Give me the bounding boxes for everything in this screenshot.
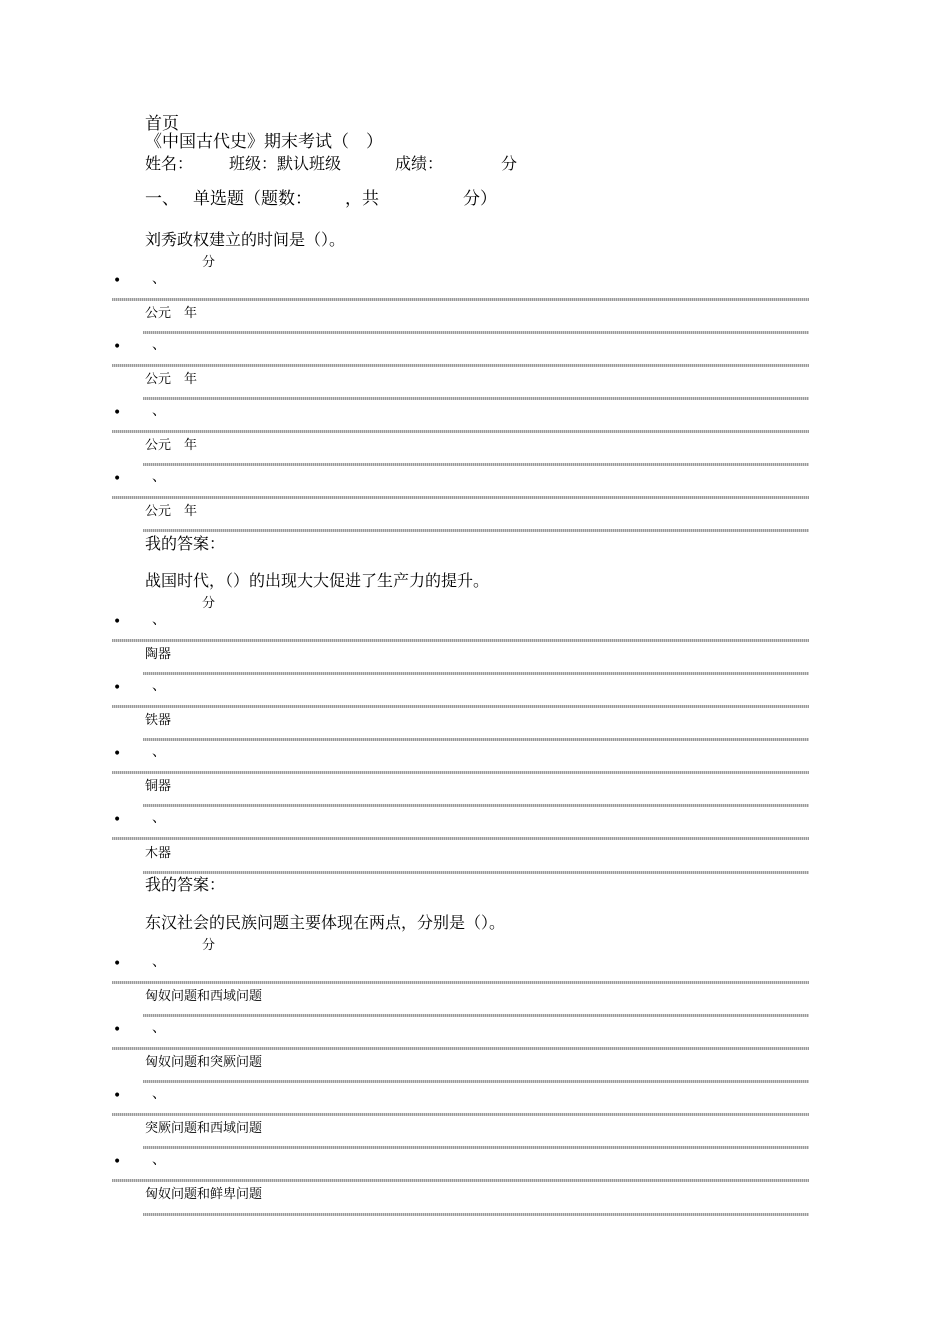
option-bullet: • xyxy=(113,614,122,630)
option-separator: 、 xyxy=(152,1152,166,1168)
score-unit: 分 xyxy=(501,154,518,173)
option-bullet: • xyxy=(113,273,122,289)
option-bullet: • xyxy=(113,1154,122,1170)
option-label[interactable]: 匈奴问题和突厥问题 xyxy=(145,1055,263,1070)
option-separator: 、 xyxy=(152,337,166,353)
question-points: 分 xyxy=(202,255,216,270)
divider xyxy=(143,804,809,807)
divider xyxy=(143,529,809,532)
option-bullet: • xyxy=(113,812,122,828)
divider xyxy=(112,705,809,708)
divider xyxy=(112,430,809,433)
option-bullet: • xyxy=(113,956,122,972)
option-label[interactable]: 公元 年 xyxy=(145,504,198,519)
option-separator: 、 xyxy=(152,612,166,628)
option-separator: 、 xyxy=(152,810,166,826)
score-label: 成绩： xyxy=(395,154,444,173)
option-bullet: • xyxy=(113,471,122,487)
divider xyxy=(112,1179,809,1182)
divider xyxy=(143,1080,809,1083)
divider xyxy=(143,672,809,675)
option-separator: 、 xyxy=(152,678,166,694)
option-bullet: • xyxy=(113,680,122,696)
home-link[interactable]: 首页 xyxy=(145,114,179,134)
option-bullet: • xyxy=(113,1088,122,1104)
section-points: 分） xyxy=(463,189,497,209)
option-label[interactable]: 铜器 xyxy=(145,779,172,794)
divider xyxy=(112,639,809,642)
option-label[interactable]: 突厥问题和西域问题 xyxy=(145,1121,263,1136)
option-label[interactable]: 公元 年 xyxy=(145,438,198,453)
divider xyxy=(112,771,809,774)
divider xyxy=(112,981,809,984)
option-bullet: • xyxy=(113,1022,122,1038)
option-bullet: • xyxy=(113,405,122,421)
option-label[interactable]: 匈奴问题和鲜卑问题 xyxy=(145,1187,263,1202)
divider xyxy=(112,1113,809,1116)
option-bullet: • xyxy=(113,746,122,762)
option-separator: 、 xyxy=(152,271,166,287)
section-number: 一、 xyxy=(145,189,179,209)
exam-title: 《中国古代史》期末考试（ ） xyxy=(145,132,383,152)
my-answer-label: 我的答案： xyxy=(145,875,226,894)
option-label[interactable]: 陶器 xyxy=(145,647,172,662)
option-label[interactable]: 公元 年 xyxy=(145,372,198,387)
class-label: 班级：默认班级 xyxy=(229,154,342,173)
question-text: 东汉社会的民族问题主要体现在两点，分别是（）。 xyxy=(145,913,506,932)
question-text: 战国时代，（）的出现大大促进了生产力的提升。 xyxy=(145,571,490,590)
question-text: 刘秀政权建立的时间是（）。 xyxy=(145,230,346,249)
name-label: 姓名： xyxy=(145,154,194,173)
option-bullet: • xyxy=(113,339,122,355)
divider xyxy=(112,496,809,499)
option-label[interactable]: 铁器 xyxy=(145,713,172,728)
divider xyxy=(143,1213,809,1216)
option-separator: 、 xyxy=(152,1020,166,1036)
divider xyxy=(143,738,809,741)
divider xyxy=(143,1014,809,1017)
option-separator: 、 xyxy=(152,1086,166,1102)
question-points: 分 xyxy=(202,938,216,953)
my-answer-label: 我的答案： xyxy=(145,534,226,553)
section-title: 单选题（题数： xyxy=(193,189,312,209)
option-separator: 、 xyxy=(152,403,166,419)
divider xyxy=(112,364,809,367)
option-separator: 、 xyxy=(152,744,166,760)
divider xyxy=(143,463,809,466)
section-count: ，共 xyxy=(345,189,379,209)
divider xyxy=(112,298,809,301)
divider xyxy=(143,331,809,334)
question-points: 分 xyxy=(202,596,216,611)
divider xyxy=(112,837,809,840)
divider xyxy=(143,397,809,400)
divider xyxy=(112,1047,809,1050)
option-separator: 、 xyxy=(152,954,166,970)
option-label[interactable]: 匈奴问题和西域问题 xyxy=(145,989,263,1004)
option-label[interactable]: 木器 xyxy=(145,846,172,861)
option-label[interactable]: 公元 年 xyxy=(145,306,198,321)
option-separator: 、 xyxy=(152,469,166,485)
divider xyxy=(143,1146,809,1149)
divider xyxy=(143,871,809,874)
